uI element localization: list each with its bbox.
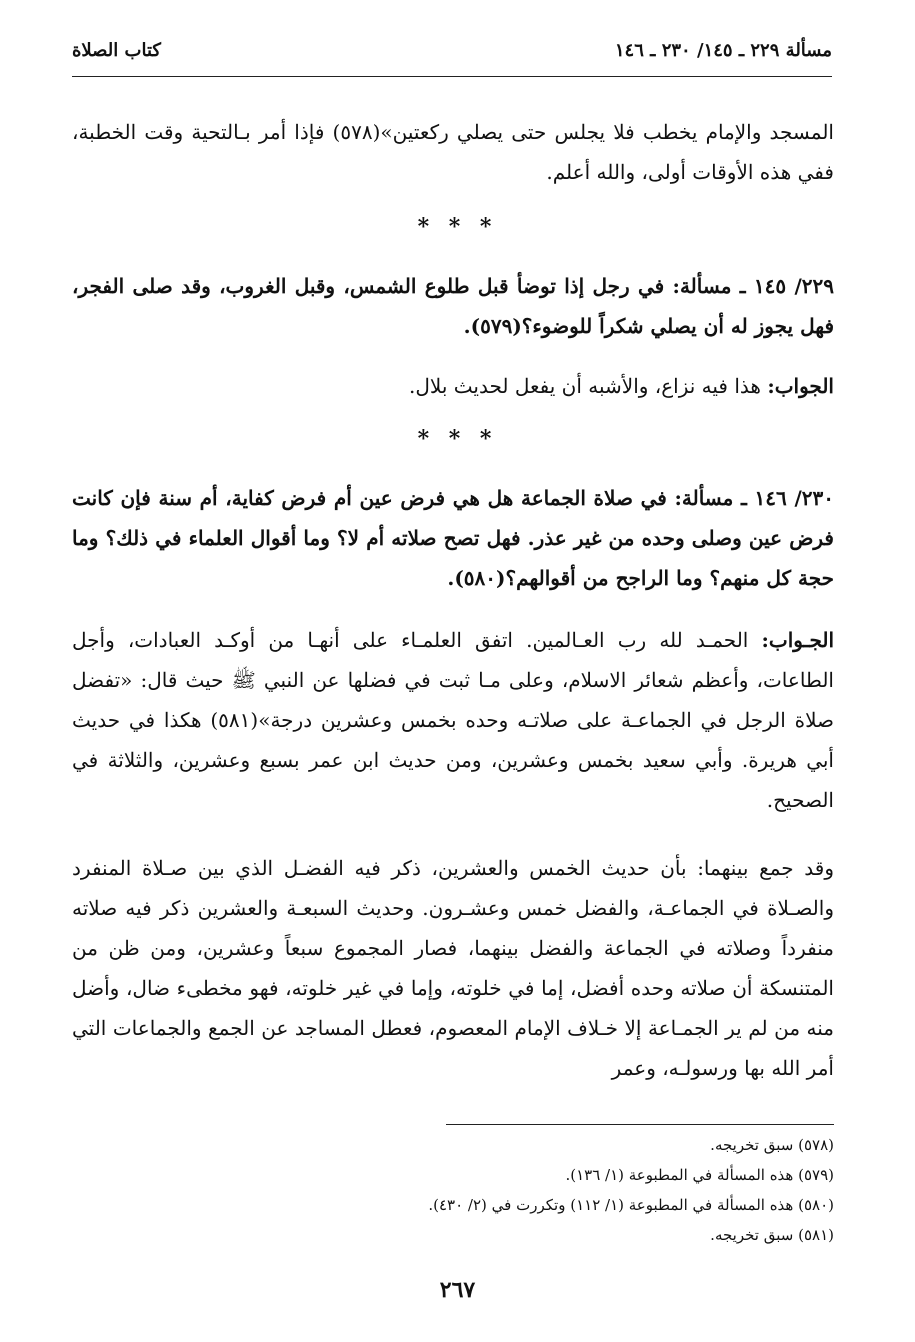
- footnote-578: (٥٧٨) سبق تخريجه.: [710, 1136, 834, 1154]
- footnotes: [72, 1130, 834, 1250]
- footnote-581: (٥٨١) سبق تخريجه.: [710, 1226, 834, 1244]
- answer-text: الحمـد لله رب العـالمين. اتفق العلمـاء على أنهـا من أوكـد العبادات، وأجل الطاعات، وأعظم شعائر الاسلام، وعلى مـا ثبت في فضلها عن النبي ﷺ حيث قال: «تفضل صلاة الرجل في الجماعـة على صلاتـه وحده بخمس وعشرين درجة»(٥٨١) هكذا في حديث أبي هريرة. وأبي سعيد بخمس وعشرين، ومن حديث ابن عمر بسبع وعشرين، والثلاثة في الصحيح.: [72, 628, 834, 812]
- section-separator: * * *: [417, 426, 498, 452]
- book-title: كتاب الصلاة: [72, 40, 161, 61]
- answer-label: الجواب:: [767, 374, 834, 398]
- intro-paragraph: المسجد والإمام يخطب فلا يجلس حتى يصلي ركعتين»(٥٧٨) فإذا أمر بـالتحية وقت الخطبة، ففي هذه الأوقات أولى، والله أعلم.: [72, 120, 834, 184]
- answer-229: [72, 366, 834, 406]
- question-230: ٢٣٠/ ١٤٦ ـ مسألة: في صلاة الجماعة هل هي فرض عين أم فرض كفاية، أم سنة فإن كانت فرض عين وصلى وحده من غير عذر. فهل تصح صلاته أم لا؟ وما أقوال العلماء في ذلك؟ وما حجة كل منهم؟ وما الراجح من أقوالهم؟(٥٨٠).: [72, 486, 834, 590]
- question-229: ٢٢٩/ ١٤٥ ـ مسألة: في رجل إذا توضأ قبل طلوع الشمس، وقبل الغروب، وقد صلى الفجر، فهل يجوز له أن يصلي شكراً للوضوء؟(٥٧٩).: [72, 274, 834, 338]
- header-divider: [72, 76, 832, 77]
- answer-label: الجـواب:: [761, 628, 835, 652]
- issue-numbers: مسألة ٢٢٩ ـ ١٤٥/ ٢٣٠ ـ ١٤٦: [614, 40, 832, 61]
- footnote-579: (٥٧٩) هذه المسألة في المطبوعة (١/ ١٣٦).: [565, 1166, 834, 1184]
- footnote-divider: [446, 1124, 834, 1125]
- footnote-580: (٥٨٠) هذه المسألة في المطبوعة (١/ ١١٢) وتكررت في (٢/ ٤٣٠).: [428, 1196, 834, 1214]
- page-number: ٢٦٧: [439, 1277, 476, 1303]
- answer-230: [72, 620, 834, 820]
- page-header: [72, 40, 832, 76]
- section-separator: * * *: [417, 214, 498, 240]
- answer-230-paragraph-2: وقد جمع بينهما: بأن حديث الخمس والعشرين، ذكر فيه الفضـل الذي بين صـلاة المنفرد والصـلاة في الجماعـة، والفضل خمس وعشـرون. وحديث السبعـة والعشرين ذكر فيه صلاته منفرداً وصلاته في الجماعة والفضل بينهما، فصار المجموع سبعاً وعشرين، ومن ظن من المتنسكة أن صلاته وحده أفضل، إما في خلوته، وإما في غير خلوته، فهو مخطىء ضال، وأضل منه من لم ير الجمـاعة إلا خـلاف الإمام المعصوم، فعطل المساجد عن الجمع والجماعات التي أمر الله بها ورسولـه، وعمر: [72, 856, 835, 1080]
- answer-text: هذا فيه نزاع، والأشبه أن يفعل لحديث بلال.: [409, 374, 761, 398]
